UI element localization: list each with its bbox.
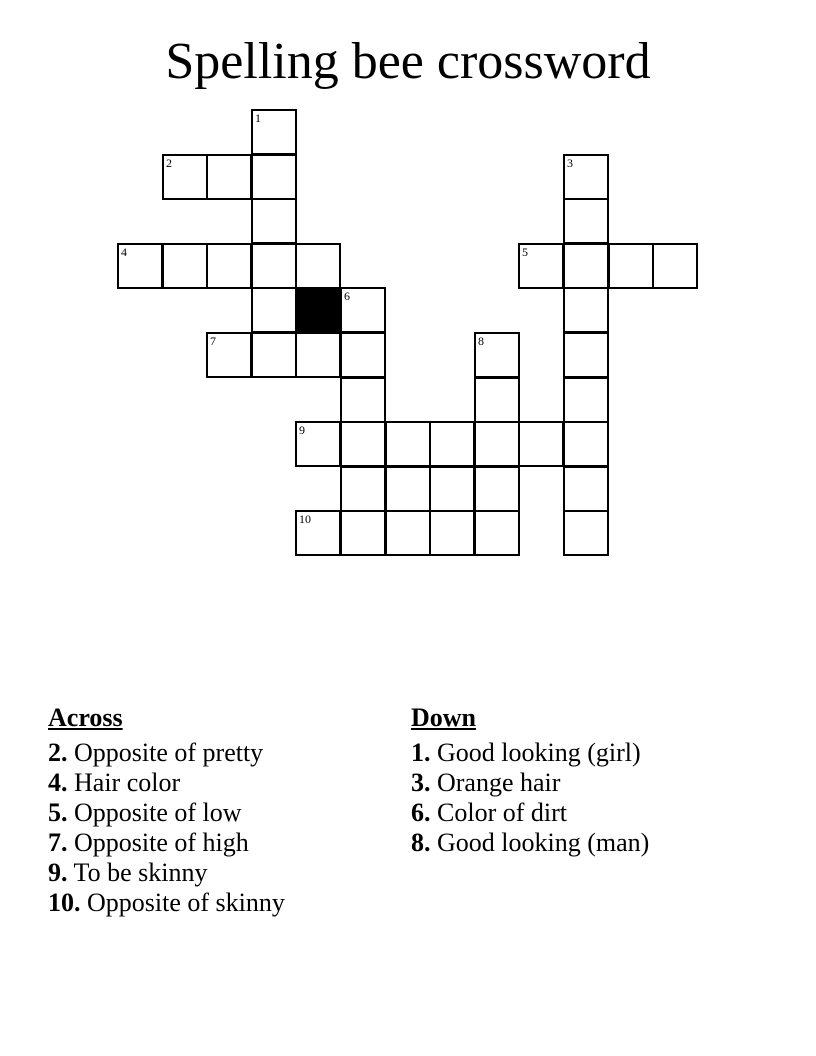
crossword-cell[interactable]	[251, 287, 297, 333]
clue-text: Orange hair	[437, 768, 561, 797]
clue-text: Opposite of pretty	[74, 738, 264, 767]
clue-number: 6.	[411, 798, 431, 827]
clue-number: 7.	[48, 828, 68, 857]
cell-number: 1	[255, 111, 261, 125]
clue-number: 8.	[411, 828, 431, 857]
crossword-cell[interactable]	[563, 332, 609, 378]
crossword-cell[interactable]	[162, 243, 208, 289]
across-clue	[48, 828, 285, 858]
crossword-cell[interactable]	[340, 332, 386, 378]
cell-number: 7	[210, 334, 216, 348]
crossword-cell[interactable]	[474, 421, 520, 467]
crossword-cell[interactable]	[117, 243, 163, 289]
crossword-cell[interactable]	[206, 243, 252, 289]
across-clue	[48, 798, 285, 828]
cell-number: 4	[121, 245, 127, 259]
clue-text: To be skinny	[73, 858, 208, 887]
clue-number: 1.	[411, 738, 431, 767]
crossword-cell[interactable]	[563, 198, 609, 244]
crossword-cell[interactable]	[474, 466, 520, 512]
down-clue	[411, 738, 649, 768]
crossword-cell[interactable]	[429, 466, 475, 512]
crossword-block-cell	[295, 287, 341, 333]
crossword-cell[interactable]	[206, 332, 252, 378]
crossword-cell[interactable]	[563, 466, 609, 512]
crossword-cell[interactable]	[340, 377, 386, 423]
clue-text: Hair color	[74, 768, 181, 797]
clue-text: Opposite of high	[74, 828, 249, 857]
clue-number: 5.	[48, 798, 68, 827]
cell-number: 2	[166, 156, 172, 170]
cell-number: 6	[344, 289, 350, 303]
crossword-cell[interactable]	[340, 510, 386, 556]
crossword-cell[interactable]	[251, 243, 297, 289]
across-clue	[48, 768, 285, 798]
crossword-cell[interactable]	[385, 466, 431, 512]
crossword-cell[interactable]	[429, 510, 475, 556]
cell-number: 3	[567, 156, 573, 170]
clue-text: Color of dirt	[437, 798, 567, 827]
crossword-cell[interactable]	[251, 198, 297, 244]
cell-number: 5	[522, 245, 528, 259]
clue-number: 4.	[48, 768, 68, 797]
crossword-cell[interactable]	[340, 421, 386, 467]
crossword-cell[interactable]	[251, 154, 297, 200]
clue-text: Good looking (man)	[437, 828, 650, 857]
crossword-cell[interactable]	[563, 154, 609, 200]
crossword-cell[interactable]	[563, 377, 609, 423]
page-title: Spelling bee crossword	[165, 33, 651, 90]
crossword-cell[interactable]	[295, 510, 341, 556]
cell-number: 10	[299, 512, 311, 526]
crossword-cell[interactable]	[563, 243, 609, 289]
across-heading: Across	[48, 703, 123, 732]
crossword-cell[interactable]	[385, 421, 431, 467]
clue-number: 2.	[48, 738, 68, 767]
clue-text: Opposite of skinny	[87, 888, 285, 917]
crossword-cell[interactable]	[563, 421, 609, 467]
clue-number: 10.	[48, 888, 81, 917]
crossword-cell[interactable]	[563, 510, 609, 556]
crossword-cell[interactable]	[474, 377, 520, 423]
clue-text: Good looking (girl)	[437, 738, 641, 767]
crossword-cell[interactable]	[652, 243, 698, 289]
down-clue	[411, 798, 649, 828]
crossword-cell[interactable]	[340, 466, 386, 512]
clue-number: 9.	[48, 858, 68, 887]
across-clues	[48, 703, 285, 918]
down-clues	[411, 703, 649, 858]
down-heading: Down	[411, 703, 477, 732]
cell-number: 9	[299, 423, 305, 437]
down-clue	[411, 828, 649, 858]
crossword-cell[interactable]	[474, 510, 520, 556]
crossword-cell[interactable]	[385, 510, 431, 556]
crossword-cell[interactable]	[518, 421, 564, 467]
across-clue	[48, 738, 285, 768]
clue-number: 3.	[411, 768, 431, 797]
crossword-cell[interactable]	[474, 332, 520, 378]
crossword-cell[interactable]	[563, 287, 609, 333]
crossword-cell[interactable]	[206, 154, 252, 200]
crossword-cell[interactable]	[608, 243, 654, 289]
crossword-cell[interactable]	[162, 154, 208, 200]
crossword-cell[interactable]	[295, 243, 341, 289]
crossword-cell[interactable]	[295, 421, 341, 467]
crossword-cell[interactable]	[340, 287, 386, 333]
crossword-cell[interactable]	[429, 421, 475, 467]
across-clue	[48, 858, 285, 888]
cell-number: 8	[478, 334, 484, 348]
down-clue	[411, 768, 649, 798]
clue-text: Opposite of low	[74, 798, 242, 827]
crossword-cell[interactable]	[251, 109, 297, 155]
across-clue	[48, 888, 285, 918]
crossword-cell[interactable]	[251, 332, 297, 378]
crossword-cell[interactable]	[295, 332, 341, 378]
crossword-cell[interactable]	[518, 243, 564, 289]
